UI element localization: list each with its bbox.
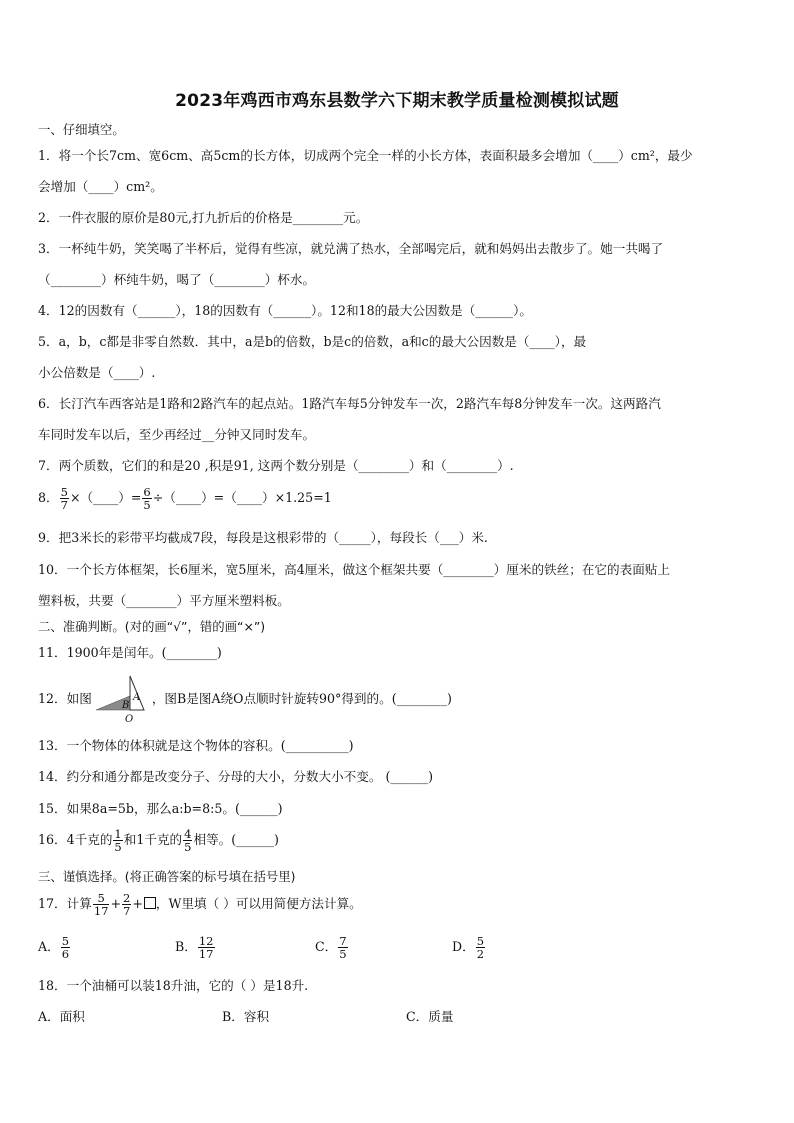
question-7: 7．两个质数，它们的和是20 ,积是91, 这两个数分别是（________）和（________）. — [38, 458, 514, 473]
option-fraction — [476, 935, 485, 960]
question-2: 2．一件衣服的原价是80元,打九折后的价格是________元。 — [38, 210, 369, 225]
question-9: 9．把3米长的彩带平均截成7段，每段是这根彩带的（_____），每段长（___）米. — [38, 530, 488, 545]
fraction-denominator: 5 — [114, 840, 122, 854]
question-1-line-1: 1．将一个长7cm、宽6cm、高5cm的长方体，切成两个完全一样的小长方体，表面积最多会增加（____）cm²，最少 — [38, 148, 693, 163]
question-16 — [38, 828, 279, 853]
fraction-denominator: 5 — [184, 840, 192, 854]
fraction-numerator: 5 — [476, 934, 485, 948]
fraction-denominator: 5 — [143, 498, 151, 512]
fraction-5-17 — [93, 892, 110, 917]
fraction-numerator: 2 — [123, 891, 131, 905]
label-o: O — [124, 714, 134, 724]
option-label: D． — [452, 939, 475, 954]
option-label: A． — [38, 939, 60, 954]
fraction-numerator: 7 — [339, 934, 347, 948]
question-3-line-2: （________）杯纯牛奶，喝了（________）杯水。 — [38, 272, 316, 287]
question-5-line-2: 小公倍数是（____）. — [38, 365, 156, 380]
question-10-line-1: 10．一个长方体框架，长6厘米，宽5厘米，高4厘米，做这个框架共要（________）厘米的铁丝；在它的表面贴上 — [38, 562, 670, 577]
option-fraction — [198, 935, 215, 960]
question-12-prefix: 12．如图 — [38, 691, 92, 706]
question-16-part-1: 16．4千克的 — [38, 832, 113, 847]
q17-option-d[interactable] — [452, 935, 486, 960]
q18-option-b[interactable]: B．容积 — [222, 1009, 270, 1024]
question-1-line-2: 会增加（____）cm²。 — [38, 179, 163, 194]
question-8 — [38, 486, 332, 511]
label-b: B — [121, 700, 130, 711]
q17-option-b[interactable] — [175, 935, 216, 960]
fraction-1-5 — [113, 828, 122, 853]
fraction-2-7 — [122, 892, 131, 917]
question-8-part-2: ÷（____）=（____）×1.25=1 — [152, 490, 332, 505]
fraction-numerator: 1 — [114, 827, 122, 841]
question-6-line-2: 车同时发车以后，至少再经过__分钟又同时发车。 — [38, 427, 316, 442]
option-label: B． — [175, 939, 197, 954]
fraction-denominator: 5 — [339, 947, 347, 961]
fraction-6-5 — [142, 486, 151, 511]
fraction-5-7 — [60, 486, 69, 511]
fraction-numerator: 6 — [143, 485, 151, 499]
question-8-prefix: 8． — [38, 490, 59, 505]
fraction-denominator: 7 — [60, 498, 68, 512]
question-5-line-1: 5．a，b，c都是非零自然数．其中，a是b的倍数，b是c的倍数，a和c的最大公因数是（____），最 — [38, 334, 587, 349]
plus-sign: + — [132, 896, 143, 911]
question-16-part-3: 相等。(______) — [193, 832, 279, 847]
option-fraction — [338, 935, 347, 960]
fraction-denominator: 17 — [93, 904, 109, 918]
question-14: 14．约分和通分都是改变分子、分母的大小，分数大小不变。 (______) — [38, 769, 434, 784]
question-3-line-1: 3．一杯纯牛奶，笑笑喝了半杯后，觉得有些凉，就兑满了热水，全部喝完后，就和妈妈出去散步了。她一共喝了 — [38, 241, 664, 256]
q18-option-c[interactable]: C．质量 — [406, 1009, 454, 1024]
question-16-part-2: 和1千克的 — [123, 832, 183, 847]
fraction-numerator: 12 — [198, 934, 214, 948]
fraction-4-5 — [183, 828, 192, 853]
section-heading-true-false: 二、准确判断。(对的画“√”，错的画“×”) — [38, 619, 266, 634]
option-fraction — [61, 935, 70, 960]
question-8-part-1: ×（____）= — [69, 490, 142, 505]
fraction-denominator: 6 — [61, 947, 70, 961]
label-a: A — [132, 692, 141, 703]
fraction-numerator: 4 — [184, 827, 192, 841]
question-6-line-1: 6．长汀汽车西客站是1路和2路汽车的起点站。1路汽车每5分钟发车一次，2路汽车每8分钟发车一次。这两路汽 — [38, 396, 661, 411]
fraction-numerator: 5 — [61, 934, 70, 948]
q18-option-a[interactable]: A．面积 — [38, 1009, 85, 1024]
rotation-figure — [92, 674, 152, 724]
fraction-denominator: 2 — [476, 947, 485, 961]
section-heading-multiple-choice: 三、谨慎选择。(将正确答案的标号填在括号里) — [38, 869, 296, 884]
option-label: C． — [315, 939, 338, 954]
blank-square-icon — [144, 897, 156, 909]
question-17-part-2: ，W里填（ ）可以用简便方法计算。 — [155, 896, 362, 911]
fraction-numerator: 5 — [97, 891, 105, 905]
q17-option-a[interactable] — [38, 935, 71, 960]
fraction-numerator: 5 — [60, 485, 68, 499]
q17-option-c[interactable] — [315, 935, 349, 960]
fraction-denominator: 17 — [198, 947, 214, 961]
question-15: 15．如果8a=5b，那么a:b=8:5。(______) — [38, 801, 283, 816]
fraction-denominator: 7 — [123, 904, 131, 918]
question-10-line-2: 塑料板，共要（________）平方厘米塑料板。 — [38, 593, 290, 608]
section-heading-fill-in: 一、仔细填空。 — [38, 122, 125, 137]
question-11: 11．1900年是闰年。(________) — [38, 645, 222, 660]
plus-sign: + — [110, 896, 122, 911]
question-17-part-1: 17．计算 — [38, 896, 92, 911]
question-4: 4．12的因数有（______），18的因数有（______）。12和18的最大公因数是（______）。 — [38, 303, 532, 318]
question-17 — [38, 892, 362, 917]
page-title: 2023年鸡西市鸡东县数学六下期末教学质量检测模拟试题 — [175, 91, 619, 111]
question-13: 13．一个物体的体积就是这个物体的容积。(__________) — [38, 738, 354, 753]
question-12-suffix: ，图B是图A绕O点顺时针旋转90°得到的。(________) — [151, 691, 452, 706]
question-12 — [38, 674, 452, 724]
question-18: 18．一个油桶可以装18升油，它的（ ）是18升. — [38, 978, 309, 993]
